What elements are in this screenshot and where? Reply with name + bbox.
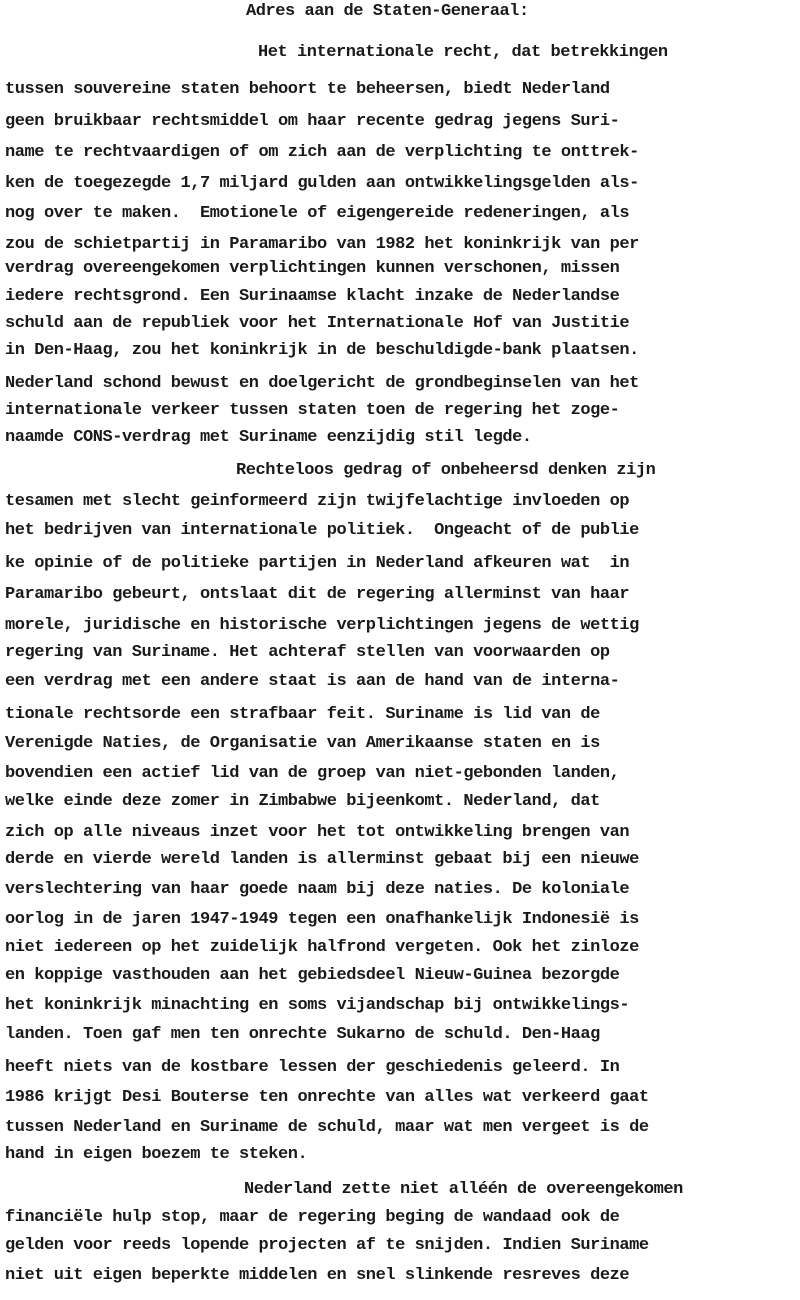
text-line: internationale verkeer tussen staten toen de regering het zoge- xyxy=(5,401,620,420)
text-line: nog over te maken. Emotionele of eigengereide redeneringen, als xyxy=(5,204,630,223)
text-line: Nederland zette niet alléén de overeengekomen xyxy=(244,1180,683,1199)
text-line: en koppige vasthouden aan het gebiedsdeel Nieuw-Guinea bezorgde xyxy=(5,966,620,985)
text-line: verdrag overeengekomen verplichtingen kunnen verschonen, missen xyxy=(5,259,620,278)
text-line: derde en vierde wereld landen is allerminst gebaat bij een nieuwe xyxy=(5,850,639,869)
text-line: Het internationale recht, dat betrekkingen xyxy=(258,43,668,62)
text-line: een verdrag met een andere staat is aan de hand van de interna- xyxy=(5,672,620,691)
text-line: welke einde deze zomer in Zimbabwe bijeenkomt. Nederland, dat xyxy=(5,792,600,811)
text-line: Paramaribo gebeurt, ontslaat dit de regering allerminst van haar xyxy=(5,585,630,604)
text-line: Verenigde Naties, de Organisatie van Amerikaanse staten en is xyxy=(5,734,600,753)
text-line: zou de schietpartij in Paramaribo van 1982 het koninkrijk van per xyxy=(5,235,639,254)
text-line: tionale rechtsorde een strafbaar feit. Suriname is lid van de xyxy=(5,705,600,724)
text-line: niet iedereen op het zuidelijk halfrond vergeten. Ook het zinloze xyxy=(5,938,639,957)
text-line: iedere rechtsgrond. Een Surinaamse klacht inzake de Nederlandse xyxy=(5,287,620,306)
text-line: het koninkrijk minachting en soms vijandschap bij ontwikkelings- xyxy=(5,996,630,1015)
document-heading: Adres aan de Staten-Generaal: xyxy=(246,2,529,21)
text-line: naamde CONS-verdrag met Suriname eenzijdig stil legde. xyxy=(5,428,532,447)
text-line: ken de toegezegde 1,7 miljard gulden aan ontwikkelingsgelden als- xyxy=(5,174,639,193)
text-line: schuld aan de republiek voor het Internationale Hof van Justitie xyxy=(5,314,630,333)
text-line: Nederland schond bewust en doelgericht de grondbeginselen van het xyxy=(5,374,639,393)
text-line: name te rechtvaardigen of om zich aan de verplichting te onttrek- xyxy=(5,143,639,162)
text-line: tussen Nederland en Suriname de schuld, maar wat men vergeet is de xyxy=(5,1118,649,1137)
text-line: morele, juridische en historische verplichtingen jegens de wettig xyxy=(5,616,639,635)
text-line: landen. Toen gaf men ten onrechte Sukarno de schuld. Den-Haag xyxy=(5,1025,600,1044)
text-line: in Den-Haag, zou het koninkrijk in de beschuldigde-bank plaatsen. xyxy=(5,341,639,360)
text-line: gelden voor reeds lopende projecten af te snijden. Indien Suriname xyxy=(5,1236,649,1255)
text-line: oorlog in de jaren 1947-1949 tegen een onafhankelijk Indonesië is xyxy=(5,910,639,929)
text-line: tesamen met slecht geinformeerd zijn twijfelachtige invloeden op xyxy=(5,492,630,511)
text-line: Rechteloos gedrag of onbeheersd denken zijn xyxy=(236,461,656,480)
text-line: hand in eigen boezem te steken. xyxy=(5,1145,308,1164)
text-line: niet uit eigen beperkte middelen en snel slinkende resreves deze xyxy=(5,1266,630,1285)
text-line: heeft niets van de kostbare lessen der geschiedenis geleerd. In xyxy=(5,1058,620,1077)
text-line: ke opinie of de politieke partijen in Nederland afkeuren wat in xyxy=(5,554,630,573)
text-line: verslechtering van haar goede naam bij deze naties. De koloniale xyxy=(5,880,630,899)
text-line: 1986 krijgt Desi Bouterse ten onrechte van alles wat verkeerd gaat xyxy=(5,1088,649,1107)
text-line: geen bruikbaar rechtsmiddel om haar recente gedrag jegens Suri- xyxy=(5,112,620,131)
text-line: financiële hulp stop, maar de regering beging de wandaad ook de xyxy=(5,1208,620,1227)
text-line: tussen souvereine staten behoort te beheersen, biedt Nederland xyxy=(5,80,610,99)
text-line: bovendien een actief lid van de groep van niet-gebonden landen, xyxy=(5,764,620,783)
text-line: zich op alle niveaus inzet voor het tot ontwikkeling brengen van xyxy=(5,823,630,842)
text-line: het bedrijven van internationale politiek. Ongeacht of de publie xyxy=(5,521,639,540)
text-line: regering van Suriname. Het achteraf stellen van voorwaarden op xyxy=(5,643,610,662)
